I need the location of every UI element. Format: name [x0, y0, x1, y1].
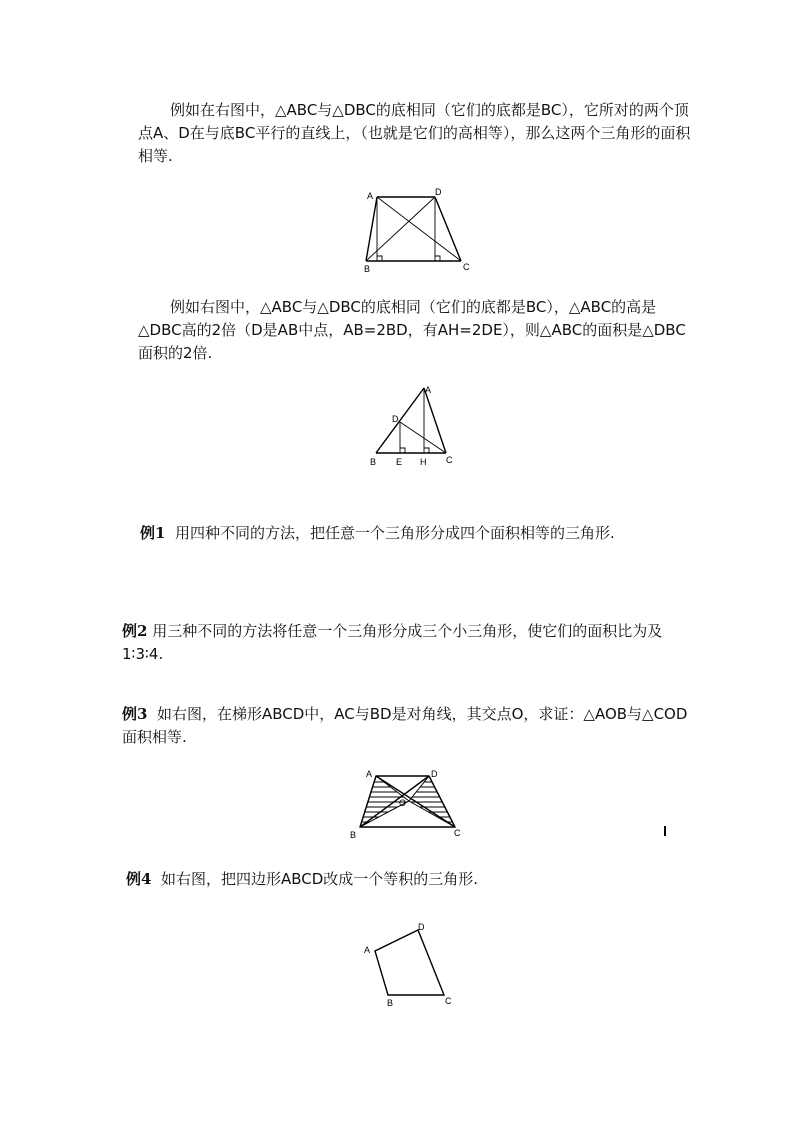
label-A: A [366, 769, 373, 779]
label-A: A [367, 191, 374, 201]
label-C: C [454, 828, 461, 838]
example-tag: 例2 [122, 622, 148, 640]
label-O: O [399, 798, 407, 808]
example-tag: 例1 [140, 524, 166, 542]
right-angle-mark [424, 448, 429, 453]
label-C: C [446, 455, 453, 465]
figure-shaded-trapezoid [348, 768, 473, 840]
quadrilateral-ABCD [375, 930, 444, 995]
example-tag: 例4 [126, 870, 152, 888]
figure-trapezoid-diagonals [360, 188, 480, 278]
figure-quadrilateral [362, 920, 462, 1010]
example-4 [126, 868, 686, 891]
example-text: 用三种不同的方法将任意一个三角形分成三个小三角形，使它们的面积比为及1∶3∶4. [122, 622, 663, 663]
label-E: E [396, 457, 403, 467]
example-1 [140, 522, 700, 545]
stray-mark [664, 826, 666, 836]
label-B: B [387, 998, 394, 1008]
example-tag: 例3 [122, 705, 148, 723]
right-angle-mark [435, 256, 440, 261]
label-C: C [445, 996, 452, 1006]
example-text: 用四种不同的方法，把任意一个三角形分成四个面积相等的三角形. [174, 524, 615, 542]
label-D: D [435, 187, 442, 197]
label-D: D [431, 769, 438, 779]
example-text: 如右图，在梯形ABCD中，AC与BD是对角线，其交点O，求证：△AOB与△COD面积相等. [122, 705, 688, 746]
example-text: 如右图，把四边形ABCD改成一个等积的三角形. [160, 870, 479, 888]
segment-DC [400, 422, 446, 453]
segment-AC [424, 388, 446, 453]
paragraph-equal-base-height [138, 99, 698, 168]
label-A: A [425, 385, 432, 395]
segment-AB [366, 197, 377, 261]
label-D: D [418, 922, 425, 932]
example-3 [122, 703, 698, 749]
paragraph-double-height [138, 296, 698, 365]
label-C: C [463, 262, 470, 272]
label-A: A [364, 945, 371, 955]
right-angle-mark [400, 448, 405, 453]
paragraph-text: 例如右图中，△ABC与△DBC的底相同（它们的底都是BC），△ABC的高是△DBC高的2倍（D是AB中点，AB=2BD，有AH=2DE），则△ABC的面积是△DBC面积的2倍. [138, 298, 686, 362]
label-D: D [392, 414, 399, 424]
label-B: B [364, 264, 371, 274]
label-H: H [420, 457, 427, 467]
label-B: B [350, 830, 357, 840]
label-B: B [370, 457, 377, 467]
diagonal-DB [366, 197, 435, 261]
paragraph-text: 例如在右图中，△ABC与△DBC的底相同（它们的底都是BC），它所对的两个顶点A、D在与底BC平行的直线上，（也就是它们的高相等），那么这两个三角形的面积相等. [138, 101, 691, 165]
right-angle-mark [377, 256, 382, 261]
figure-triangle-heights [366, 382, 476, 472]
example-2 [122, 620, 698, 666]
